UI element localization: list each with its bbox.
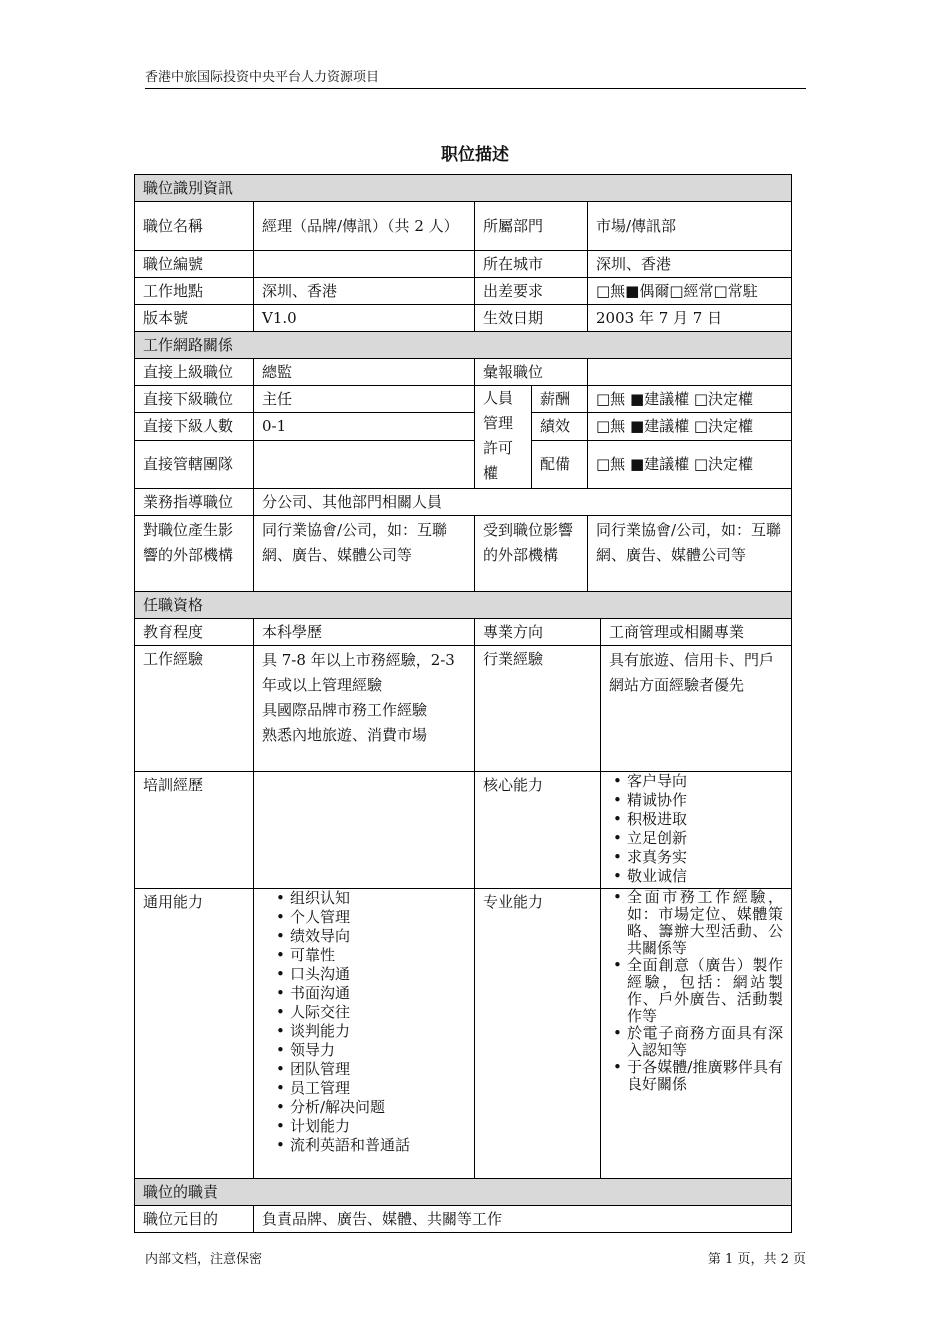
name-value: 經理（品牌/傳訊）（共 2 人）	[254, 202, 475, 251]
exp-label: 工作經驗	[135, 646, 254, 772]
subcount-label: 直接下級人數	[135, 413, 254, 440]
general-item: • 可靠性	[290, 946, 466, 965]
effective-value: 2003 年 7 月 7 日	[588, 305, 792, 332]
city-label: 所在城市	[475, 251, 588, 278]
alloc-label: 配備	[532, 440, 588, 489]
ext-affected-value: 同行業協會/公司，如：互聯網、廣告、媒體公司等	[588, 516, 792, 592]
name-label: 職位名稱	[135, 202, 254, 251]
general-item: • 组织认知	[290, 889, 466, 908]
code-value	[254, 251, 475, 278]
exp-line: 具 7-8 年以上市務經驗，2-3 年或以上管理經驗	[262, 651, 455, 694]
purpose-label: 職位元目的	[135, 1206, 254, 1233]
guidance-value: 分公司、其他部門相關人員	[254, 489, 792, 516]
general-item: • 团队管理	[290, 1060, 466, 1079]
core-item: • 客户导向	[627, 772, 783, 791]
general-item: • 领导力	[290, 1041, 466, 1060]
pro-item: • 全面市務工作經驗，如：市場定位、媒體策略、籌辦大型活動、公共關係等	[627, 889, 783, 957]
perf-value: □無 ■建議權 □決定權	[588, 413, 792, 440]
footer-confidential: 内部文档，注意保密	[145, 1252, 263, 1267]
location-value: 深圳、香港	[254, 278, 475, 305]
core-item: • 积极进取	[627, 810, 783, 829]
travel-value: □無■偶爾□經常□常駐	[588, 278, 792, 305]
page-title: 职位描述	[441, 145, 509, 165]
industry-label: 行業經驗	[475, 646, 601, 772]
edu-label: 教育程度	[135, 619, 254, 646]
authority-label: 人員管理許可權	[475, 386, 532, 489]
footer-page-number: 第 1 页，共 2 页	[707, 1252, 806, 1267]
general-item: • 流利英語和普通話	[290, 1136, 466, 1155]
version-value: V1.0	[254, 305, 475, 332]
industry-value: 具有旅遊、信用卡、門戶網站方面經驗者優先	[601, 646, 792, 772]
pro-item: • 全面創意（廣告）製作經驗，包括：網站製作、戶外廣告、活動製作等	[627, 957, 783, 1025]
dept-value: 市場/傳訊部	[588, 202, 792, 251]
core-abilities	[601, 772, 792, 889]
general-item: • 个人管理	[290, 908, 466, 927]
pro-abilities	[601, 889, 792, 1179]
exp-line: 熟悉內地旅遊、消費市場	[262, 726, 428, 744]
training-label: 培訓經歷	[135, 772, 254, 889]
salary-value: □無 ■建議權 □決定權	[588, 386, 792, 413]
general-item: • 分析/解决问题	[290, 1098, 466, 1117]
ext-influence-value: 同行業協會/公司，如：互聯網、廣告、媒體公司等	[254, 516, 475, 592]
report-label: 彙報職位	[475, 359, 588, 386]
training-value	[254, 772, 475, 889]
core-label: 核心能力	[475, 772, 601, 889]
general-item: • 绩效导向	[290, 927, 466, 946]
guidance-label: 業務指導職位	[135, 489, 254, 516]
version-label: 版本號	[135, 305, 254, 332]
section-duties: 職位的職責	[135, 1179, 792, 1206]
ext-affected-label: 受到職位影響的外部機構	[475, 516, 588, 592]
pro-item: • 於電子商務方面具有深入認知等	[627, 1025, 783, 1059]
general-item: • 口头沟通	[290, 965, 466, 984]
purpose-value: 負責品牌、廣告、媒體、共關等工作	[254, 1206, 792, 1233]
section-network: 工作網路關係	[135, 332, 792, 359]
dept-label: 所屬部門	[475, 202, 588, 251]
pro-item: • 于各媒體/推廣夥伴具有良好關係	[627, 1059, 783, 1093]
section-qualification: 任職資格	[135, 592, 792, 619]
general-abilities	[254, 889, 475, 1179]
subordinate-label: 直接下級職位	[135, 386, 254, 413]
general-item: • 计划能力	[290, 1117, 466, 1136]
subordinate-value: 主任	[254, 386, 475, 413]
general-item: • 书面沟通	[290, 984, 466, 1003]
core-item: • 立足创新	[627, 829, 783, 848]
job-description-table	[134, 174, 792, 1233]
ext-influence-label: 對職位產生影響的外部機構	[135, 516, 254, 592]
core-item: • 敬业诚信	[627, 867, 783, 886]
pro-label: 专业能力	[475, 889, 601, 1179]
travel-label: 出差要求	[475, 278, 588, 305]
major-value: 工商管理或相關專業	[601, 619, 792, 646]
superior-label: 直接上級職位	[135, 359, 254, 386]
salary-label: 薪酬	[532, 386, 588, 413]
major-label: 專業方向	[475, 619, 601, 646]
exp-value	[254, 646, 475, 772]
edu-value: 本科學歷	[254, 619, 475, 646]
core-item: • 求真务实	[627, 848, 783, 867]
report-value	[588, 359, 792, 386]
team-value	[254, 440, 475, 489]
page-header: 香港中旅国际投资中央平台人力资源项目	[145, 66, 806, 89]
general-item: • 谈判能力	[290, 1022, 466, 1041]
exp-line: 具國際品牌市務工作經驗	[262, 701, 428, 719]
alloc-value: □無 ■建議權 □決定權	[588, 440, 792, 489]
city-value: 深圳、香港	[588, 251, 792, 278]
section-identification: 職位識別資訊	[135, 175, 792, 202]
general-item: • 人际交往	[290, 1003, 466, 1022]
code-label: 職位編號	[135, 251, 254, 278]
general-label: 通用能力	[135, 889, 254, 1179]
location-label: 工作地點	[135, 278, 254, 305]
effective-label: 生效日期	[475, 305, 588, 332]
perf-label: 績效	[532, 413, 588, 440]
superior-value: 總監	[254, 359, 475, 386]
core-item: • 精诚协作	[627, 791, 783, 810]
team-label: 直接管轄團隊	[135, 440, 254, 489]
general-item: • 员工管理	[290, 1079, 466, 1098]
subcount-value: 0-1	[254, 413, 475, 440]
